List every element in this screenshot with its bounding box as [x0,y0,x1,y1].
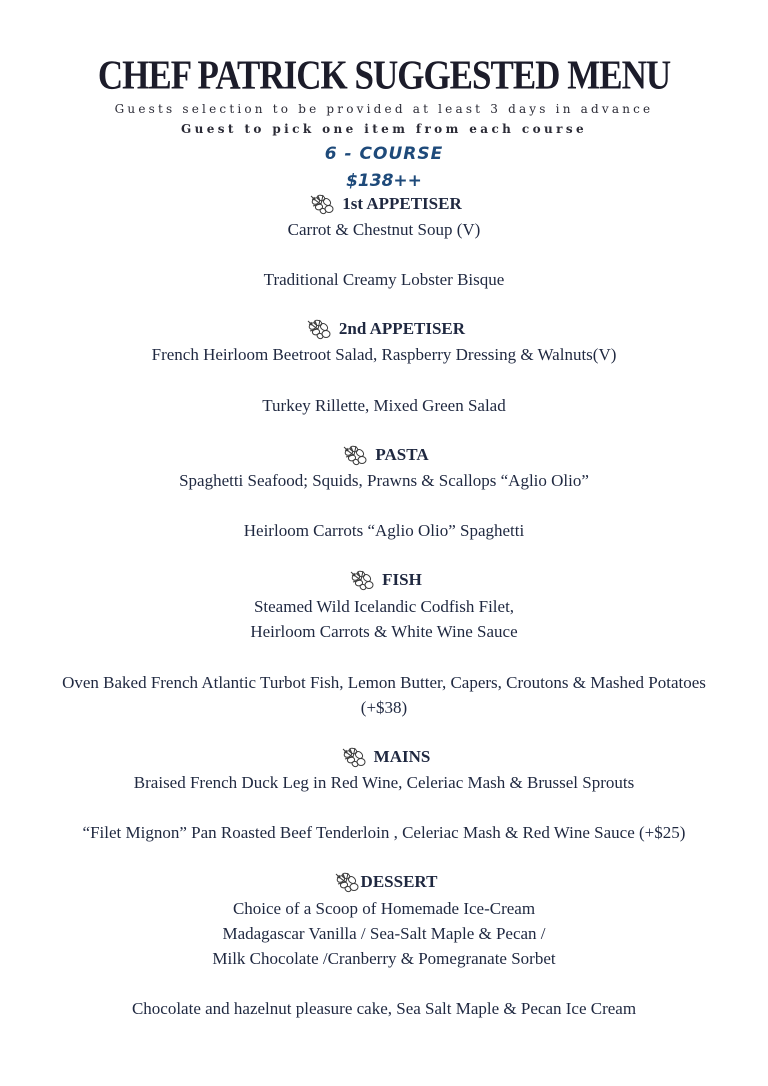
menu-item: Heirloom Carrots “Aglio Olio” Spaghetti [243,521,525,540]
section-heading-fish [0,568,768,592]
section-title: FISH [382,570,422,589]
menu-item: French Heirloom Beetroot Salad, Raspberry Dressing & Walnuts(V) [151,345,617,364]
pick-instruction: Guest to pick one item from each course [180,122,588,136]
section-heading-mains [0,745,768,769]
menu-price: $138++ [346,171,422,191]
menu-item: Turkey Rillette, Mixed Green Salad [262,396,506,415]
selection-notice: Guests selection to be provided at least 3 days in advance [114,102,654,116]
menu-item: Heirloom Carrots & White Wine Sauce [250,622,518,641]
menu-item: Steamed Wild Icelandic Codfish Filet, [253,597,515,616]
section-heading-pasta [0,443,768,467]
menu-item: Braised French Duck Leg in Red Wine, Celeriac Mash & Brussel Sprouts [133,773,635,792]
menu-item: “Filet Mignon” Pan Roasted Beef Tenderloin , Celeriac Mash & Red Wine Sauce (+$25) [82,823,686,842]
section-heading-dessert [0,870,768,894]
flower-sketch-icon [346,568,376,592]
flower-sketch-icon [303,317,333,341]
menu-item: Choice of a Scoop of Homemade Ice-Cream [232,899,536,918]
menu-item: Milk Chocolate /Cranberry & Pomegranate Sorbet [212,949,556,968]
flower-sketch-icon [306,192,336,216]
section-heading-1st-appetiser [0,192,768,216]
menu-item: Spaghetti Seafood; Squids, Prawns & Scallops “Aglio Olio” [179,471,589,490]
menu-title: CHEF PATRICK SUGGESTED MENU [97,52,671,99]
section-title: 2nd APPETISER [338,319,466,338]
flower-sketch-icon [331,870,361,894]
menu-item: Traditional Creamy Lobster Bisque [263,270,505,289]
menu-item: Carrot & Chestnut Soup (V) [287,220,481,239]
menu-item: Madagascar Vanilla / Sea-Salt Maple & Pecan / [222,924,546,943]
menu-item: Chocolate and hazelnut pleasure cake, Sea Salt Maple & Pecan Ice Cream [131,999,637,1018]
section-heading-2nd-appetiser [0,317,768,341]
section-title: DESSERT [360,872,438,891]
menu-item: Oven Baked French Atlantic Turbot Fish, Lemon Butter, Capers, Croutons & Mashed Potatoes [62,673,706,692]
course-count: 6 - COURSE [324,144,444,164]
section-title: PASTA [375,445,429,464]
flower-sketch-icon [339,443,369,467]
section-title: MAINS [373,747,431,766]
flower-sketch-icon [338,745,368,769]
section-title: 1st APPETISER [342,194,462,213]
menu-item-surcharge: (+$38) [360,698,408,717]
